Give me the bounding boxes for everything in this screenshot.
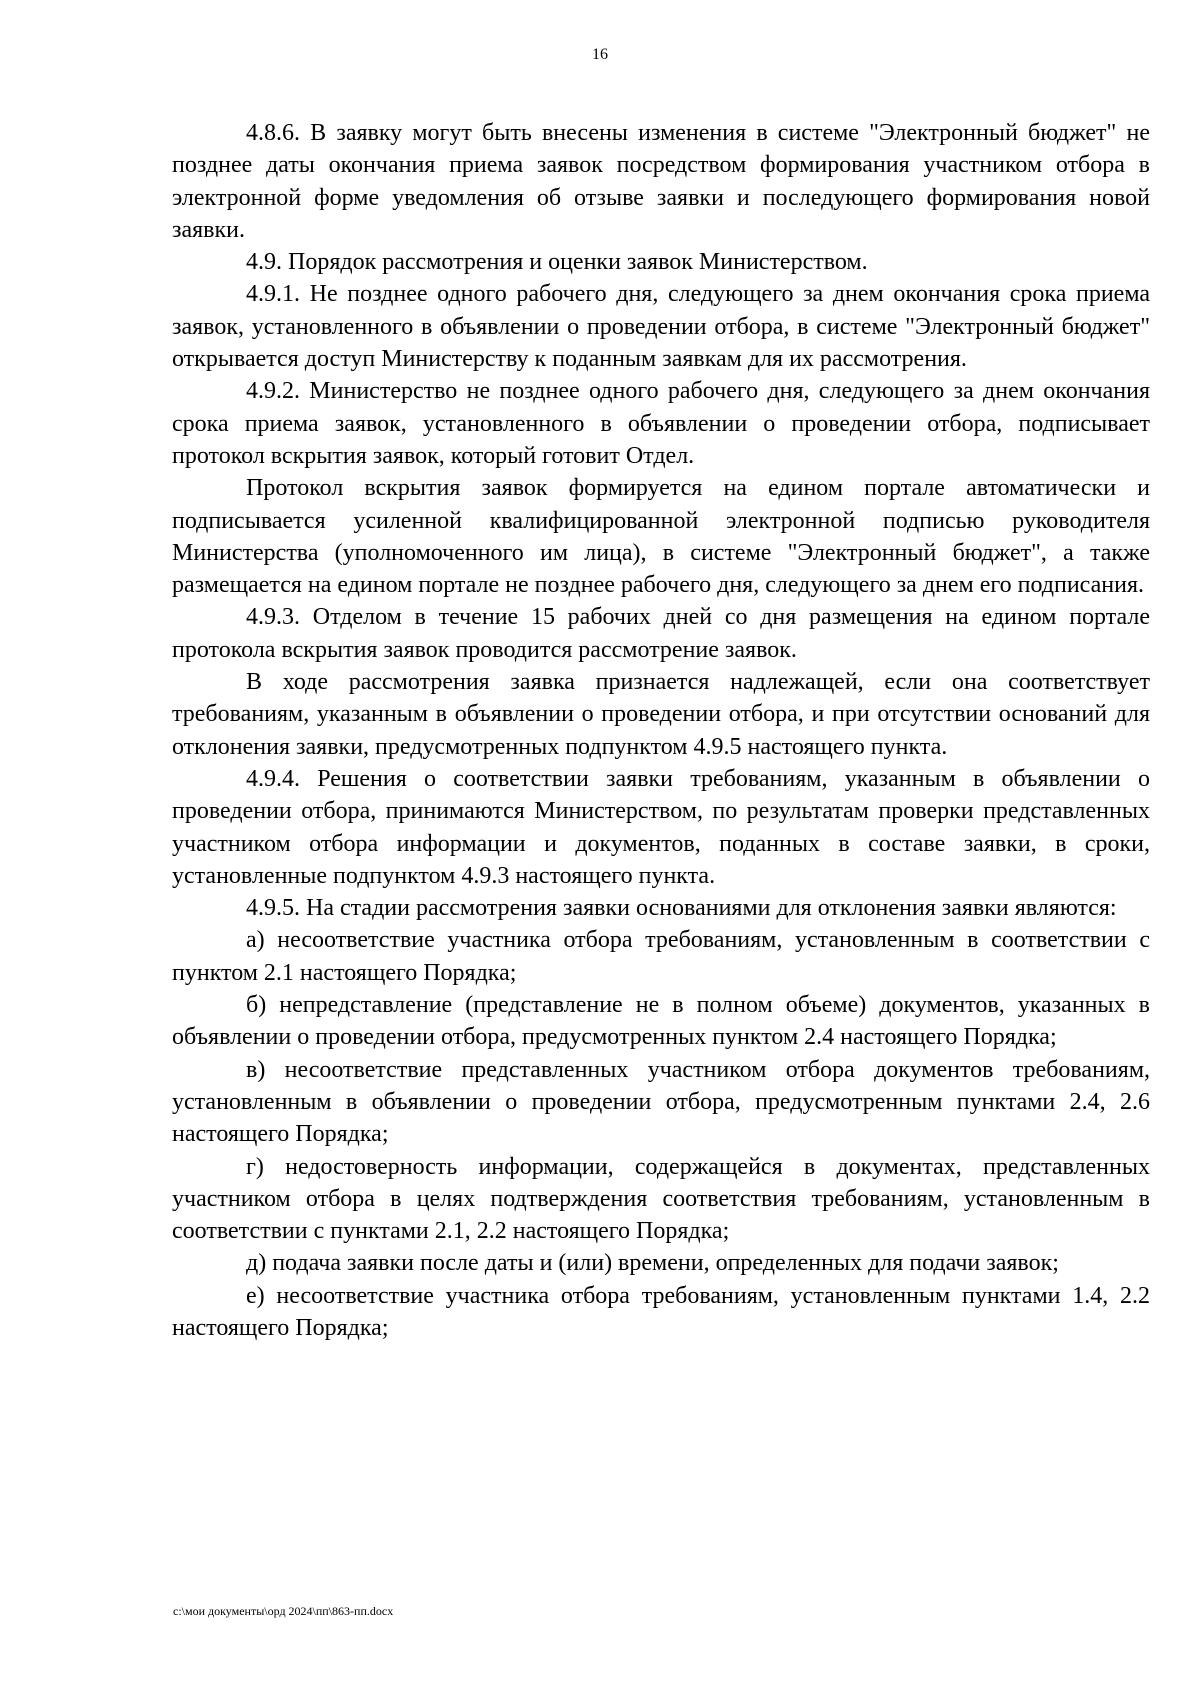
paragraph-4-9-1: 4.9.1. Не позднее одного рабочего дня, следующего за днем окончания срока приема заявок, установленного в объявлении о проведении отбора, в системе "Электронный бюджет" открывается доступ Министерству к поданным заявкам для их рассмотрения.: [172, 281, 1150, 373]
list-item-a: а) несоответствие участника отбора требованиям, установленным в соответствии с пунктом 2.1 настоящего Порядка;: [172, 927, 1150, 986]
paragraph-4-9-4: 4.9.4. Решения о соответствии заявки требованиям, указанным в объявлении о проведении отбора, принимаются Министерством, по результатам проверки представленных участником отбора информации и документов, поданных в составе заявки, в сроки, установленные подпунктом 4.9.3 настоящего пункта.: [172, 765, 1150, 889]
list-item-b: б) непредставление (представление не в полном объеме) документов, указанных в объявлении о проведении отбора, предусмотренных пунктом 2.4 настоящего Порядка;: [172, 992, 1150, 1051]
paragraph-4-9-5: 4.9.5. На стадии рассмотрения заявки основаниями для отклонения заявки являются:: [246, 895, 1117, 922]
list-item-e: е) несоответствие участника отбора требованиям, установленным пунктами 1.4, 2.2 настоящего Порядка;: [172, 1282, 1150, 1341]
paragraph-4-8-6: 4.8.6. В заявку могут быть внесены изменения в системе "Электронный бюджет" не позднее даты окончания приема заявок посредством формирования участником отбора в электронной форме уведомления об отзыве заявки и последующего формирования новой заявки.: [172, 120, 1150, 243]
list-item-g: г) недостоверность информации, содержащейся в документах, представленных участником отбора в целях подтверждения соответствия требованиям, установленным в соответствии с пунктами 2.1, 2.2 настоящего Порядка;: [172, 1153, 1150, 1245]
paragraph-4-9: 4.9. Порядок рассмотрения и оценки заявок Министерством.: [246, 249, 868, 276]
paragraph-review-proper: В ходе рассмотрения заявка признается надлежащей, если она соответствует требованиям, указанным в объявлении о проведении отбора, и при отсутствии оснований для отклонения заявки, предусмотренных подпунктом 4.9.5 настоящего пункта.: [172, 669, 1150, 760]
paragraph-protocol: Протокол вскрытия заявок формируется на едином портале автоматически и подписывается усиленной квалифицированной электронной подписью руководителя Министерства (уполномоченного им лица), в системе "Электронный бюджет", а также размещается на едином портале не позднее рабочего дня, следующего за днем его подписания.: [172, 475, 1150, 599]
list-item-v: в) несоответствие представленных участником отбора документов требованиям, установленным в объявлении о проведении отбора, предусмотренным пунктами 2.4, 2.6 настоящего Порядка;: [172, 1056, 1150, 1148]
footer-file-path: c:\мои документы\орд 2024\пп\863-пп.docx: [173, 1604, 394, 1618]
paragraph-4-9-3: 4.9.3. Отделом в течение 15 рабочих дней со дня размещения на едином портале протокола вскрытия заявок проводится рассмотрение заявок.: [172, 604, 1150, 663]
document-body: [172, 117, 1150, 1344]
paragraph-4-9-2: 4.9.2. Министерство не позднее одного рабочего дня, следующего за днем окончания срока приема заявок, установленного в объявлении о проведении отбора, подписывает протокол вскрытия заявок, который готовит Отдел.: [172, 378, 1150, 469]
page-number: 16: [592, 46, 608, 63]
list-item-d: д) подача заявки после даты и (или) времени, определенных для подачи заявок;: [246, 1250, 1059, 1277]
